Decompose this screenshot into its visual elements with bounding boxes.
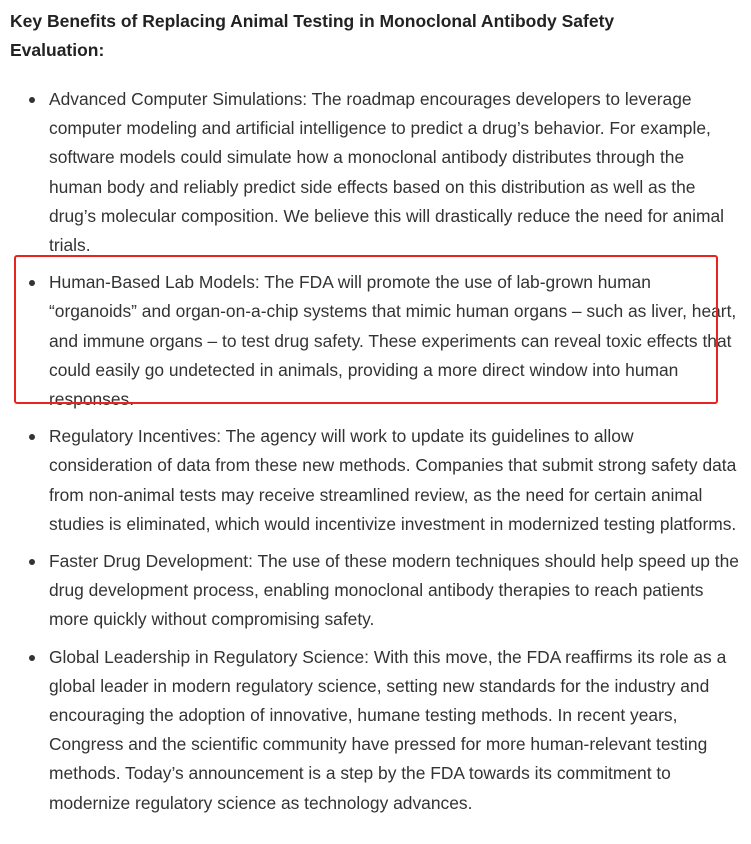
benefit-item-faster-drug-development <box>10 547 740 635</box>
bullet-icon <box>29 655 35 661</box>
benefit-item-human-based-lab-models <box>10 268 740 414</box>
benefit-text: Regulatory Incentives: The agency will work to update its guidelines to allow consideration of data from these new methods. Companies that submit strong safety data from non-animal tests may receive streamlined review, as the need for certain animal studies is eliminated, which would incentivize investment in modernized testing platforms. <box>49 426 737 534</box>
benefit-item-computer-simulations <box>10 85 740 260</box>
benefit-text: Global Leadership in Regulatory Science: With this move, the FDA reaffirms its role as a global leader in modern regulatory science, setting new standards for the industry and encouraging the adoption of innovative, humane testing methods. In recent years, Congress and the scientific community have pressed for more human-relevant testing methods. Today’s announcement is a step by the FDA towards its commitment to modernize regulatory science as technology advances. <box>49 646 727 813</box>
bullet-icon <box>29 280 35 286</box>
article-content <box>10 7 740 826</box>
section-heading: Key Benefits of Replacing Animal Testing in Monoclonal Antibody Safety Evaluation: <box>10 11 615 60</box>
bullet-icon <box>29 434 35 440</box>
bullet-icon <box>29 97 35 103</box>
benefit-item-global-leadership <box>10 643 740 818</box>
bullet-icon <box>29 559 35 565</box>
benefit-item-regulatory-incentives <box>10 422 740 539</box>
benefit-text: Human-Based Lab Models: The FDA will promote the use of lab-grown human “organoids” and organ-on-a-chip systems that mimic human organs – such as liver, heart, and immune organs – to test drug safety. These experiments can reveal toxic effects that could easily go undetected in animals, providing a more direct window into human responses. <box>49 272 737 410</box>
benefit-text: Advanced Computer Simulations: The roadmap encourages developers to leverage computer modeling and artificial intelligence to predict a drug’s behavior. For example, software models could simulate how a monoclonal antibody distributes through the human body and reliably predict side effects based on this distribution as well as the drug’s molecular composition. We believe this will drastically reduce the need for animal trials. <box>49 89 725 256</box>
benefit-text: Faster Drug Development: The use of these modern techniques should help speed up the drug development process, enabling monoclonal antibody therapies to reach patients more quickly without compromising safety. <box>49 551 739 630</box>
benefits-list <box>10 85 740 818</box>
